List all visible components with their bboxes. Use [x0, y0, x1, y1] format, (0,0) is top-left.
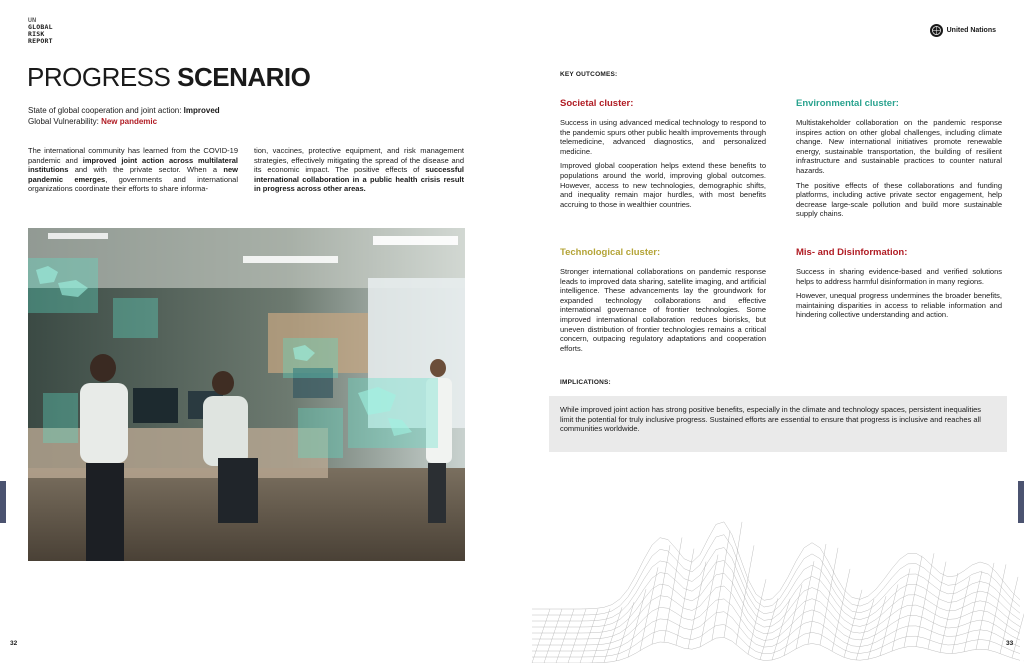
- logo-line: GLOBAL: [28, 23, 53, 31]
- intro-column-2: [254, 146, 464, 194]
- logo-line: RISK: [28, 30, 45, 38]
- page-number-left: 32: [10, 640, 18, 647]
- org-name: United Nations: [946, 27, 996, 34]
- vulnerability-label: Global Vulnerability:: [28, 116, 102, 126]
- text-run: new pandemic emerges: [28, 165, 238, 184]
- cluster-paragraph: Improved global cooperation helps extend these benefits to populations around the world, improving global outcomes. However, access to new technologies, demographic shifts, and inequality remain major hurdles, with most benefits accruing to those in wealthier countries.: [560, 161, 766, 209]
- cluster-paragraph: Success in sharing evidence-based and verified solutions helps to address harmful disinformation in many regions.: [796, 267, 1002, 286]
- implications-box: [549, 396, 1007, 452]
- page-number-right: 33: [1006, 640, 1014, 647]
- text-run: , governments and international organizations coordinate their efforts to share informa-: [28, 174, 238, 194]
- un-emblem-icon: [930, 24, 943, 37]
- logo-line: UN: [28, 16, 37, 24]
- title-light: PROGRESS: [27, 62, 171, 92]
- united-nations-logo: [930, 24, 996, 37]
- cluster-paragraph: Multistakeholder collaboration on the pandemic response inspires action on other global challenges, including climate change. New international initiatives promote renewable energy, sustainable transportation, the building of resilient infrastructure and sustainable practices to counter natural hazards.: [796, 118, 1002, 175]
- implications-label: IMPLICATIONS:: [560, 379, 611, 386]
- page-title: [27, 62, 310, 92]
- text-run: and with the private sector. When a: [68, 165, 224, 175]
- cluster-paragraph: However, unequal progress undermines the broader benefits, maintaining disparities in access to reliable information and hindering collective understanding and action.: [796, 291, 1002, 320]
- text-run: improved joint action across multilateral institutions: [28, 155, 238, 175]
- misinformation-cluster: [796, 247, 1002, 325]
- vulnerability-line: [28, 117, 220, 128]
- right-page: [512, 0, 1024, 663]
- environmental-cluster: [796, 98, 1002, 224]
- technological-cluster: [560, 247, 766, 358]
- key-outcomes-label: KEY OUTCOMES:: [560, 71, 618, 78]
- title-bold: SCENARIO: [177, 62, 311, 92]
- cluster-paragraph: Success in using advanced medical technology to respond to the pandemic spurs other public health improvements through telemedicine, advanced diagnostics, and personalized medicine.: [560, 118, 766, 156]
- left-page-tab: [0, 481, 6, 523]
- implications-text: While improved joint action has strong positive benefits, especially in the climate and technology spaces, persistent inequalities limit the potential for truly inclusive progress. Sustained efforts are essential to ensure that progress is inclusive and reaches all communities worldwide.: [560, 405, 982, 434]
- cooperation-line: [28, 106, 220, 117]
- cluster-paragraph: The positive effects of these collaborations and funding platforms, including active private sector engagement, help decrease large-scale pollution and build more sustainable supply chains.: [796, 180, 1002, 219]
- text-run: successful international collaboration in a public health crisis result in progress across other areas.: [254, 165, 464, 194]
- un-global-risk-report-logo: [28, 17, 53, 45]
- vulnerability-value: New pandemic: [101, 116, 158, 126]
- text-run: tion, vaccines, protective equipment, and risk management strategies, effectively mitigating the spread of the disease and its economic impact. The positive effects of: [254, 146, 464, 175]
- lab-photo-illustration: [28, 228, 465, 561]
- cluster-title: Environmental cluster:: [796, 98, 899, 109]
- cluster-paragraph: Stronger international collaborations on pandemic response leads to improved data sharing, satellite imaging, and artificial intelligence. These advancements lay the groundwork for expanded technology collaborations and effective international governance of frontier technologies. Some improved international collaboration reduces biorisks, but uneven distribution of frontier technologies remains a critical concern, outpacing regulatory adaptations and cooperation efforts.: [560, 267, 766, 353]
- cooperation-value: Improved: [183, 106, 220, 115]
- logo-line: REPORT: [28, 37, 53, 45]
- cooperation-label: State of global cooperation and joint action:: [28, 106, 184, 115]
- societal-cluster: [560, 98, 766, 214]
- intro-column-1: [28, 146, 238, 194]
- wireframe-terrain-graphic: [512, 440, 1024, 663]
- cluster-title: Mis- and Disinformation:: [796, 247, 908, 258]
- right-page-tab: [1018, 481, 1024, 523]
- lab-photo: [28, 228, 465, 561]
- cluster-title: Technological cluster:: [560, 247, 661, 258]
- text-run: The international community has learned from the COVID-19 pandemic and: [28, 146, 238, 165]
- cluster-title: Societal cluster:: [560, 98, 634, 109]
- scenario-meta: [28, 106, 220, 127]
